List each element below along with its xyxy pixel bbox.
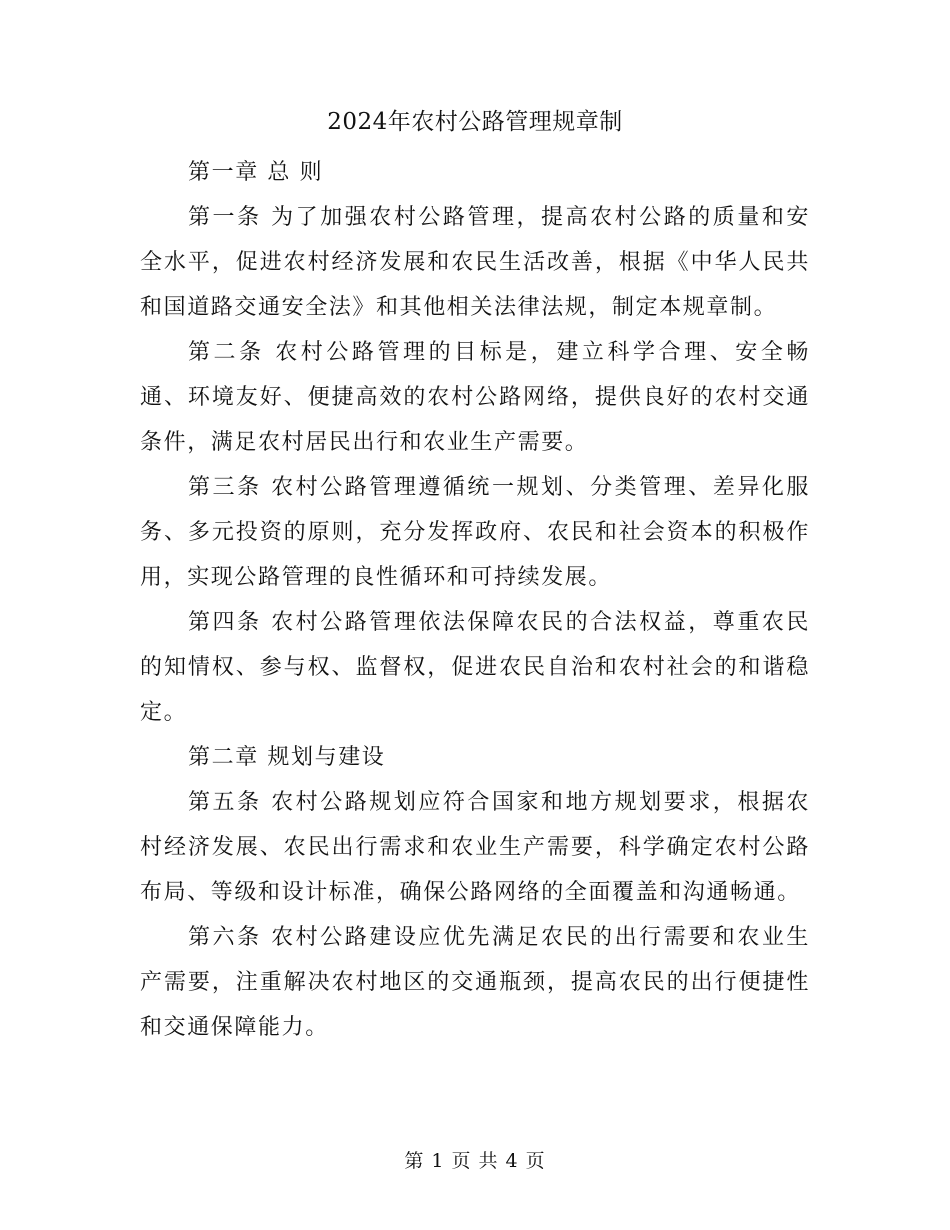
article-1: 第一条 为了加强农村公路管理，提高农村公路的质量和安全水平，促进农村经济发展和农民生活改善，根据《中华人民共和国道路交通安全法》和其他相关法律法规，制定本规章制。 [140,205,810,320]
document-title: 2024年农村公路管理规章制 [327,109,623,135]
chapter-2-heading: 第二章 规划与建设 [188,745,386,770]
article-5: 第五条 农村公路规划应符合国家和地方规划要求，根据农村经济发展、农民出行需求和农业生产需要，科学确定农村公路布局、等级和设计标准，确保公路网络的全面覆盖和沟通畅通。 [140,790,810,905]
article-6: 第六条 农村公路建设应优先满足农民的出行需要和农业生产需要，注重解决农村地区的交通瓶颈，提高农民的出行便捷性和交通保障能力。 [140,925,810,1040]
document-body [140,150,810,1050]
article-4: 第四条 农村公路管理依法保障农民的合法权益，尊重农民的知情权、参与权、监督权，促进农民自治和农村社会的和谐稳定。 [140,610,810,725]
page-number-footer: 第 1 页 共 4 页 [404,1150,546,1172]
article-2: 第二条 农村公路管理的目标是，建立科学合理、安全畅通、环境友好、便捷高效的农村公路网络，提供良好的农村交通条件，满足农村居民出行和农业生产需要。 [140,340,810,455]
article-3: 第三条 农村公路管理遵循统一规划、分类管理、差异化服务、多元投资的原则，充分发挥政府、农民和社会资本的积极作用，实现公路管理的良性循环和可持续发展。 [140,475,810,590]
chapter-1-heading: 第一章 总 则 [188,160,324,185]
